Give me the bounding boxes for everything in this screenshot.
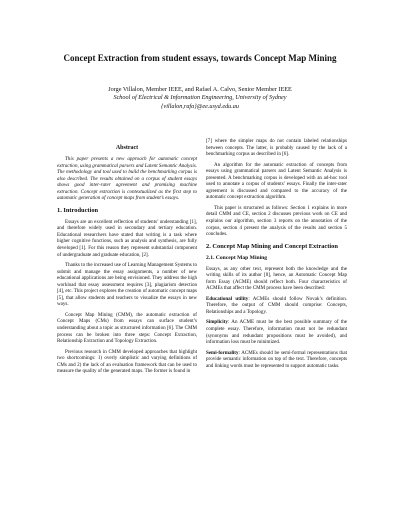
paper-affiliation: School of Electrical & Information Engineering, University of Sydney <box>113 94 287 101</box>
cmm-educational-utility <box>206 296 347 316</box>
educational-utility-text: : ACMEs should follow Novak’s definition. Therefore, the output of CMM should comprise: Concepts, Relationships and a Topology. <box>206 295 347 315</box>
educational-utility-label: Educational utility <box>206 295 249 302</box>
semi-formality-text: : ACMEs should be semi-formal representations that provide semantic information on top of the text. Therefore, concepts and linking words must be represented to support automatic tasks. <box>206 349 347 369</box>
paper-title: Concept Extraction from student essays, towards Concept Map Mining <box>63 53 337 63</box>
abstract-heading: Abstract <box>115 145 139 151</box>
cmm-simplicity <box>206 319 347 345</box>
intro-paragraph-3: Concept Map Mining (CMM), the automatic extraction of Concept Maps (CMs) from essays can surface student’s understanding about a topic as structured information [6]. The CMM process can be broken into three steps: Concept Extraction, Relationship Extraction and Topology Extraction. <box>57 311 197 345</box>
section-1-heading: 1. Introduction <box>57 206 99 214</box>
cmm-paragraph-1: Essays, as any other text, represent both the knowledge and the writing skills of its author [8], hence, an Automatic Concept Map form Essay (ACME) should reflect both. Four characteristics of ACMEs that affect the CMM process have been described: <box>206 265 347 292</box>
intro-paragraph-5: [7] where the simpler maps do not contain labeled relationships between concepts. The latter, is probably caused by the lack of a benchmarking corpus as described in [6]. <box>206 138 347 158</box>
abstract-text: This paper presents a new approach for automatic concept extraction, using grammatical parsers and Latent Semantic Analysis. The methodology and tool used to build the benchmarking corpus is also described. The results obtained on a corpus of student essays shows good inter-rater agreement and promising machine extraction. Concept extraction is contextualized as the first step to automatic generation of concept maps from student’s essays. <box>57 156 197 202</box>
intro-paragraph-1: Essays are an excellent reflection of students’ understanding [1], and therefore widely used in secondary and tertiary education. Educational researchers have stated that writing is a task where higher cognitive functions, such as analysis and synthesis, are fully developed [1]. For this reason they represent substantial component of undergraduate and graduate education, [2]. <box>57 218 197 258</box>
semi-formality-label: Semi-formality <box>206 349 239 356</box>
cmm-semi-formality <box>206 350 347 370</box>
section-2-1-heading: 2.1. Concept Map Mining <box>206 254 268 261</box>
simplicity-text: : An ACME must be the best possible summary of the complete essay. Therefore, information must not be redundant (synonyms and redundant propositions must be avoided), and information loss must be minimized. <box>206 319 347 346</box>
intro-paragraph-4: Previous research in CMM developed approaches that highlight two shortcomings: 1) overly simplistic and varying definitions of CMs and 2) the lack of an evaluation framework that can be used to measure the quality of the generated maps. The former is found in <box>57 348 197 375</box>
paper-email: {villalon,rafa}@ee.usyd.edu.au <box>160 103 239 110</box>
intro-paragraph-7: This paper is structured as follows: Section 1 explains in more detail CMM and CE, section 2 discusses previous work on CE and explains our algorithm, section 3 reports on the annotation of the corpus, section 4 present the analysis of the results and section 5 concludes. <box>206 204 347 238</box>
left-column <box>57 144 197 379</box>
simplicity-label: Simplicity <box>206 319 228 326</box>
intro-paragraph-2: Thanks to the increased use of Learning Management Systems to submit and manage the essay assignments, a number of new educational applications are being envisioned. They address the high workload that essay assessment requires [3], plagiarism detection [4], etc. This project explores the creation of automatic concept maps [5], that allow students and teachers to visualize the essays in new ways. <box>57 262 197 308</box>
paper-authors: Jorge Villalon, Member IEEE, and Rafael A. Calvo, Senior Member IEEE <box>108 86 292 93</box>
right-column <box>206 138 347 373</box>
section-2-heading: 2. Concept Map Mining and Concept Extraction <box>206 242 338 250</box>
intro-paragraph-6: An algorithm for the automatic extraction of concepts from essays using grammatical parsers and Latent Semantic Analysis is presented. A benchmarking corpus is developed with an ad-hoc tool used to annotate a corpus of students’ essays. Finally the inter-rater agreement is discussed and compared to the accuracy of the automatic concept extraction algorithm. <box>206 161 347 201</box>
